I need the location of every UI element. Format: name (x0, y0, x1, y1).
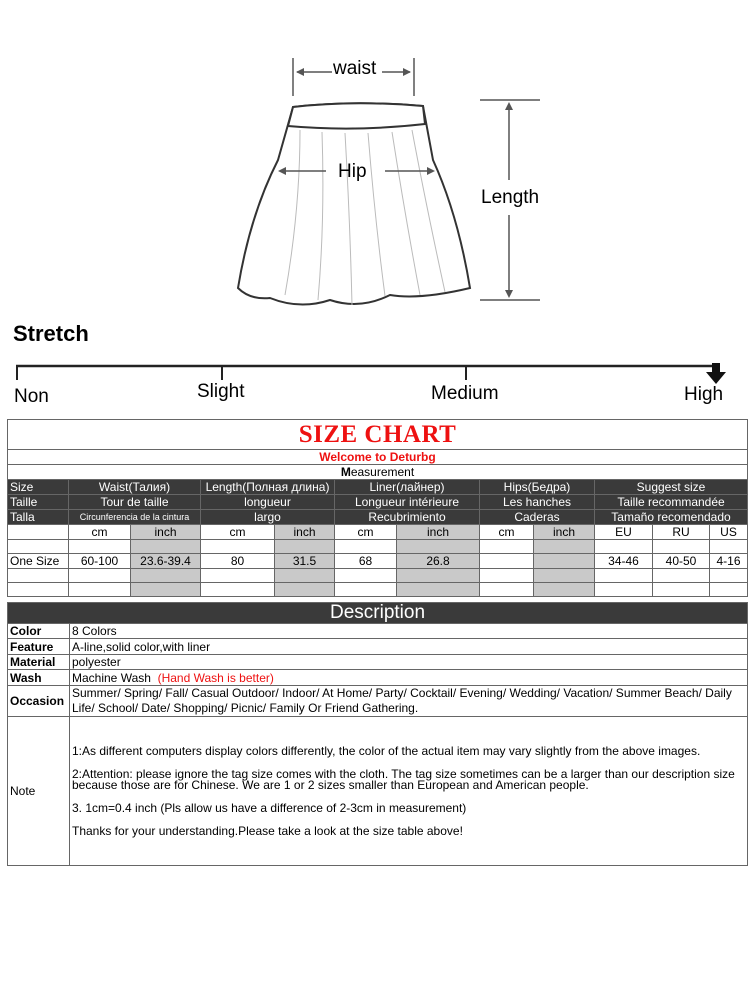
wash-note: (Hand Wash is better) (157, 670, 274, 685)
waist-label: waist (333, 58, 377, 79)
feature-value: A-line,solid color,with liner (70, 639, 748, 655)
skirt-outline (238, 103, 470, 304)
stretch-title: Stretch (13, 321, 89, 346)
length-cm-cell: 80 (201, 554, 275, 569)
notes-block (70, 717, 748, 866)
unit-cell: RU (653, 525, 710, 540)
header-es-length: largo (201, 510, 335, 525)
header-waist: Waist(Талия) (69, 480, 201, 495)
note-item: Thanks for your understanding.Please take a look at the size table above! (72, 823, 463, 838)
header-es-hips: Caderas (480, 510, 595, 525)
wash-label: Wash (8, 670, 70, 686)
unit-cell: inch (131, 525, 201, 540)
header-es-suggest: Tamaño recomendado (595, 510, 748, 525)
unit-cell: cm (201, 525, 275, 540)
unit-cell: inch (534, 525, 595, 540)
header-es-liner: Recubrimiento (335, 510, 480, 525)
header-liner: Liner(лайнер) (335, 480, 480, 495)
header-length: Length(Полная длина) (201, 480, 335, 495)
header-fr-length: longueur (201, 495, 335, 510)
hip-label: Hip (338, 161, 367, 182)
skirt-diagram (0, 0, 750, 320)
us-cell: 4-16 (710, 554, 748, 569)
occasion-value: Summer/ Spring/ Fall/ Casual Outdoor/ Indoor/ At Home/ Party/ Cocktail/ Evening/ Wedding/ Vacation/ Summer Beach/ Daily Life/ School/ Date/ Shopping/ Picnic/ Family Or Friend Gathering. (70, 686, 748, 717)
material-value: polyester (70, 655, 748, 670)
unit-cell: inch (397, 525, 480, 540)
stretch-marker-stem (712, 363, 720, 373)
length-inch-cell: 31.5 (275, 554, 335, 569)
measurement-heading: Measurement (8, 465, 748, 480)
unit-blank (8, 525, 69, 540)
header-fr-waist: Tour de taille (69, 495, 201, 510)
stretch-level-medium: Medium (431, 383, 499, 404)
unit-cell: cm (480, 525, 534, 540)
stretch-marker-arrow-icon (706, 372, 726, 384)
note-item: 3. 1cm=0.4 inch (Pls allow us have a difference of 2-3cm in measurement) (72, 800, 467, 815)
header-size: Size (8, 480, 69, 495)
stretch-level-slight: Slight (197, 381, 245, 402)
header-es-waist: Circunferencia de la cintura (69, 510, 201, 525)
unit-cell: US (710, 525, 748, 540)
unit-cell: cm (335, 525, 397, 540)
welcome-text: Welcome to Deturbg (8, 450, 748, 465)
unit-cell: EU (595, 525, 653, 540)
stretch-level-high: High (684, 384, 724, 405)
table-row (8, 554, 748, 569)
hips-cm-cell (480, 554, 534, 569)
feature-label: Feature (8, 639, 70, 655)
waist-inch-cell: 23.6-39.4 (131, 554, 201, 569)
header-fr-size: Taille (8, 495, 69, 510)
header-fr-suggest: Taille recommandée (595, 495, 748, 510)
description-table (7, 602, 748, 866)
wash-value: Machine Wash (Hand Wash is better) (70, 670, 748, 686)
material-label: Material (8, 655, 70, 670)
color-label: Color (8, 624, 70, 639)
eu-cell: 34-46 (595, 554, 653, 569)
size-chart-table (7, 419, 748, 597)
stretch-level-non: Non (14, 386, 49, 407)
hips-inch-cell (534, 554, 595, 569)
unit-cell: inch (275, 525, 335, 540)
liner-cm-cell: 68 (335, 554, 397, 569)
description-title: Description (8, 603, 748, 624)
length-label: Length (481, 187, 540, 208)
header-hips: Hips(Бедра) (480, 480, 595, 495)
stretch-scale (0, 355, 750, 385)
header-fr-liner: Longueur intérieure (335, 495, 480, 510)
header-fr-hips: Les hanches (480, 495, 595, 510)
header-suggest-size: Suggest size (595, 480, 748, 495)
note-label: Note (8, 717, 70, 866)
occasion-label: Occasion (8, 686, 70, 717)
unit-cell: cm (69, 525, 131, 540)
size-chart-title: SIZE CHART (8, 420, 748, 450)
note-item: 2:Attention: please ignore the tag size comes with the cloth. The tag size sometimes can be a larger than our description size because those are for Chinese. We are 1 or 2 sizes smaller than European and American people. (72, 766, 735, 792)
size-cell: One Size (8, 554, 69, 569)
ru-cell: 40-50 (653, 554, 710, 569)
color-value: 8 Colors (70, 624, 748, 639)
waist-cm-cell: 60-100 (69, 554, 131, 569)
header-es-size: Talla (8, 510, 69, 525)
liner-inch-cell: 26.8 (397, 554, 480, 569)
note-item: 1:As different computers display colors differently, the color of the actual item may vary slightly from the above images. (72, 743, 701, 758)
